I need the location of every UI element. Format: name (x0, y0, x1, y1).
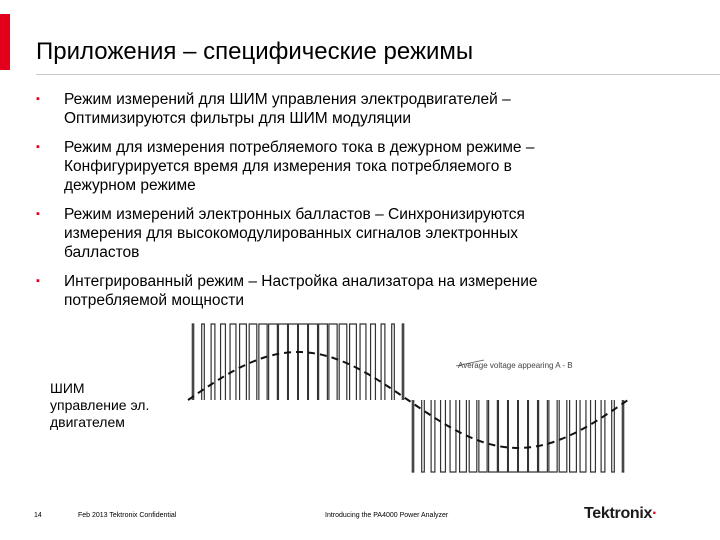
title-divider (36, 74, 720, 75)
bullet-marker: ▪ (36, 141, 40, 153)
pwm-figure-label (50, 380, 149, 431)
slide-title: Приложения – специфические режимы (36, 38, 474, 65)
bullet-marker: ▪ (36, 93, 40, 105)
bullet-line: дежурном режиме (64, 177, 196, 194)
bullet-line: измерения для высокомодулированных сигналов электронных (64, 225, 518, 242)
bullet-marker: ▪ (36, 275, 40, 287)
footer-date-confidential: Feb 2013 Tektronix Confidential (78, 512, 177, 519)
pwm-label-line: двигателем (50, 414, 125, 430)
bullet-line: Режим измерений электронных балластов – Синхронизируются (64, 206, 525, 223)
bullet-line: потребляемой мощности (64, 292, 245, 309)
pwm-waveform-diagram (180, 318, 640, 478)
bullet-line: Оптимизируются фильтры для ШИМ модуляции (64, 110, 412, 127)
bullet-line: Режим для измерения потребляемого тока в дежурном режиме – (64, 139, 535, 156)
page-number: 14 (34, 512, 42, 519)
pwm-label-line: ШИМ (50, 380, 85, 396)
footer-presentation-title: Introducing the PA4000 Power Analyzer (325, 512, 449, 519)
bullet-item-pwm (36, 90, 636, 128)
bullet-line: Конфигурируется время для измерения тока потребляемого в (64, 158, 512, 175)
bullet-line: Интегрированный режим – Настройка анализатора на измерение (64, 273, 538, 290)
bullet-item-standby (36, 138, 636, 195)
tektronix-logo (584, 505, 657, 523)
bullet-list (36, 90, 636, 320)
bullet-line: балластов (64, 244, 140, 261)
pwm-pulse-train (192, 324, 623, 472)
pwm-label-line: управление эл. (50, 397, 150, 413)
pwm-pulses (192, 324, 623, 472)
logo-dot: · (652, 505, 658, 522)
average-voltage-annotation: Average voltage appearing A - B (458, 361, 573, 370)
logo-wordmark: Tektronix (584, 505, 653, 522)
bullet-marker: ▪ (36, 208, 40, 220)
accent-bar (0, 14, 10, 70)
bullet-item-integrated (36, 272, 636, 310)
bullet-line: Режим измерений для ШИМ управления электродвигателей – (64, 91, 511, 108)
bullet-item-ballast (36, 205, 636, 262)
